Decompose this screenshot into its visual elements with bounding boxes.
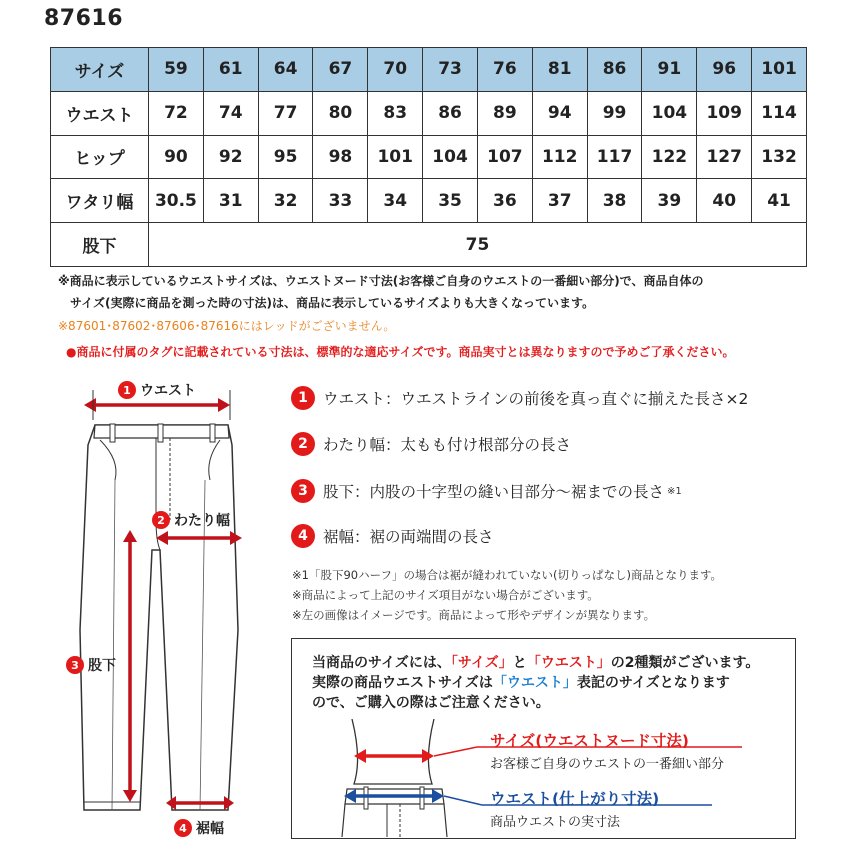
legend-footnote-mark: ※1 (667, 485, 682, 497)
table-cell: 104 (642, 91, 697, 135)
table-cell: 39 (642, 179, 697, 223)
table-cell: 83 (368, 91, 423, 135)
table-cell: 86 (423, 91, 478, 135)
size-cell: 70 (368, 48, 423, 92)
info-text: 表記のサイズとなります (576, 675, 730, 691)
legend-item-hem (291, 524, 494, 548)
number-badge: 2 (291, 432, 315, 456)
size-header-row (51, 48, 807, 92)
table-cell: 132 (752, 135, 807, 179)
size-cell: 96 (697, 48, 752, 92)
fine-print-1: ※1「股下90ハーフ」の場合は裾が縫われていない(切りっぱなし)商品となります。 (292, 568, 723, 582)
number-badge: 3 (66, 656, 84, 674)
info-line-3: ので、ご購入の際はご注意ください。 (312, 695, 550, 711)
info-text: の2種類がございます。 (610, 655, 760, 671)
table-cell: 74 (203, 91, 258, 135)
size-cell: 73 (423, 48, 478, 92)
size-definition-title: サイズ(ウエストヌード寸法) (490, 732, 689, 750)
table-cell: 37 (532, 179, 587, 223)
diagram-label-hem (174, 818, 224, 838)
size-header-label: サイズ (51, 48, 149, 92)
legend-text: 股下：内股の十字型の縫い目部分～裾までの長さ (323, 483, 665, 501)
number-badge: 2 (152, 511, 170, 529)
number-badge: 4 (174, 819, 192, 837)
legend-item-waist (291, 386, 748, 410)
table-cell: 117 (587, 135, 642, 179)
table-cell: 127 (697, 135, 752, 179)
table-cell: 40 (697, 179, 752, 223)
note-orange: ※87601･87602･87606･87616にはレッドがございません。 (58, 319, 396, 333)
hip-row (51, 135, 807, 179)
table-cell: 94 (532, 91, 587, 135)
note-red: ●商品に付属のタグに記載されている寸法は、標準的な適応サイズです。商品実寸とは異なりますので予めご了承ください。 (66, 345, 735, 359)
info-highlight-waist: 「ウエスト」 (492, 675, 577, 691)
size-cell: 76 (477, 48, 532, 92)
fine-print-2: ※商品によって上記のサイズ項目がない場合がございます。 (292, 588, 599, 602)
info-box-text (312, 653, 759, 713)
table-cell: 109 (697, 91, 752, 135)
table-cell: 90 (149, 135, 204, 179)
diagram-label-text: ウエスト (140, 383, 196, 399)
table-cell: 41 (752, 179, 807, 223)
size-cell: 61 (203, 48, 258, 92)
legend-item-thigh (291, 432, 571, 456)
inseam-row (51, 223, 807, 267)
table-cell: 30.5 (149, 179, 204, 223)
legend-text: ウエスト：ウエストラインの前後を真っ直ぐに揃えた長さ×2 (323, 390, 749, 408)
info-text: 実際の商品ウエストサイズは (312, 675, 493, 691)
table-cell: 98 (313, 135, 368, 179)
row-label: ワタリ幅 (51, 179, 149, 223)
info-text: と (512, 655, 527, 671)
table-cell: 33 (313, 179, 368, 223)
thigh-row (51, 179, 807, 223)
waist-definition-desc: 商品ウエストの実寸法 (490, 815, 621, 830)
table-cell: 80 (313, 91, 368, 135)
table-cell: 104 (423, 135, 478, 179)
info-highlight-waist: 「ウエスト」 (526, 655, 611, 671)
product-code: 87616 (44, 6, 124, 31)
table-cell: 31 (203, 179, 258, 223)
table-cell: 107 (477, 135, 532, 179)
diagram-label-text: 股下 (88, 658, 116, 674)
pants-diagram (60, 370, 290, 850)
size-cell: 81 (532, 48, 587, 92)
diagram-label-text: 裾幅 (196, 821, 224, 837)
size-cell: 91 (642, 48, 697, 92)
table-cell: 112 (532, 135, 587, 179)
size-cell: 67 (313, 48, 368, 92)
fine-print-3: ※左の画像はイメージです。商品によって形やデザインが異なります。 (292, 608, 656, 622)
table-cell: 114 (752, 91, 807, 135)
number-badge: 4 (291, 524, 315, 548)
table-cell: 72 (149, 91, 204, 135)
table-cell: 36 (477, 179, 532, 223)
table-cell: 32 (258, 179, 313, 223)
table-cell: 95 (258, 135, 313, 179)
table-cell: 34 (368, 179, 423, 223)
table-cell: 77 (258, 91, 313, 135)
info-text: 当商品のサイズには、 (312, 655, 451, 671)
table-cell: 35 (423, 179, 478, 223)
row-label: 股下 (51, 223, 149, 267)
diagram-label-waist (118, 380, 196, 400)
number-badge: 3 (291, 479, 315, 503)
note-line-2: サイズ(実際に商品を測った時の寸法)は、商品に表示しているサイズよりも大きくなっています。 (70, 296, 595, 310)
diagram-label-inseam (66, 655, 116, 675)
legend-item-inseam (291, 479, 682, 503)
table-cell: 122 (642, 135, 697, 179)
waist-definition-title: ウエスト(仕上がり寸法) (490, 790, 660, 808)
size-cell: 64 (258, 48, 313, 92)
info-highlight-size: 「サイズ」 (450, 655, 513, 671)
diagram-label-thigh (152, 510, 230, 530)
size-cell: 59 (149, 48, 204, 92)
row-label: ウエスト (51, 91, 149, 135)
table-cell: 38 (587, 179, 642, 223)
table-cell: 101 (368, 135, 423, 179)
number-badge: 1 (118, 381, 136, 399)
note-line-1: ※商品に表示しているウエストサイズは、ウエストヌード寸法(お客様ご自身のウエストの一番細い部分)で、商品自体の (58, 274, 704, 288)
info-box (291, 638, 796, 839)
info-line-2 (312, 673, 759, 693)
table-cell: 99 (587, 91, 642, 135)
row-label: ヒップ (51, 135, 149, 179)
table-cell: 89 (477, 91, 532, 135)
inseam-value: 75 (149, 223, 807, 267)
info-line-1 (312, 653, 759, 673)
size-cell: 101 (752, 48, 807, 92)
number-badge: 1 (291, 386, 315, 410)
size-cell: 86 (587, 48, 642, 92)
table-cell: 92 (203, 135, 258, 179)
size-table (50, 47, 807, 267)
size-definition-desc: お客様ご自身のウエストの一番細い部分 (490, 757, 725, 772)
diagram-label-text: わたり幅 (174, 513, 230, 529)
waist-row (51, 91, 807, 135)
legend-text: 裾幅：裾の両端間の長さ (323, 528, 494, 546)
legend-text: わたり幅：太もも付け根部分の長さ (323, 436, 572, 454)
